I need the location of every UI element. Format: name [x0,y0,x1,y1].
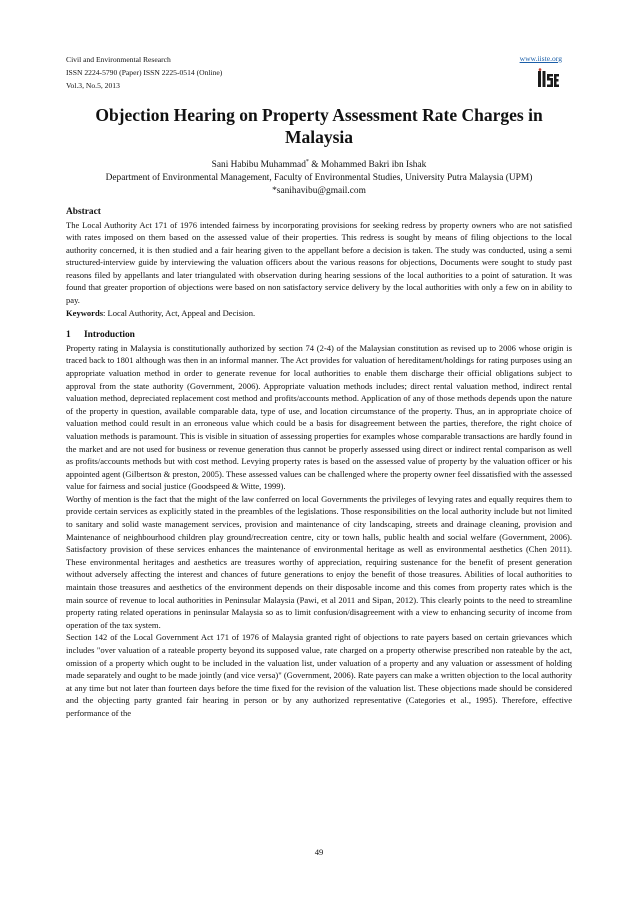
journal-volume: Vol.3, No.5, 2013 [66,81,120,90]
author-block [66,156,572,198]
paper-body [66,206,572,720]
author-affiliation: Department of Environmental Management, Faculty of Environmental Studies, University Putra Malaysia (UPM) [105,173,533,184]
author-email: *sanihavibu@gmail.com [272,186,366,197]
abstract-text: The Local Authority Act 171 of 1976 intended fairness by incorporating provisions for seeking redress by property owners who are not satisfied with rates imposed on them based on the assessed value of their properties. This redress is sought by means of filing objections to the local authority concerned, it is then studied and a fair hearing given to the appellant before a decision is taken. The study was conducted, using a semi structured-interview guide by interviewing the valuation officers about the various reasons for objections, Documents were sought to study past reasons filed by appellants and later triangulated with observation during hearing sessions of the local authorities to a point of saturation. It was found that greater proportion of objections were based on non satisfactory service delivery by the local authorities with only a few on in ability to pay. [66,219,572,306]
section-title: Introduction [84,330,135,341]
journal-name: Civil and Environmental Research [66,55,171,64]
keywords-text: : Local Authority, Act, Appeal and Decision. [103,307,256,318]
abstract-heading: Abstract [66,207,101,217]
keywords-label: Keywords [66,307,104,318]
section-number: 1 [66,330,71,341]
author-1: Sani Habibu Muhammad [211,160,306,171]
journal-issn: ISSN 2224-5790 (Paper) ISSN 2225-0514 (Online) [66,68,223,77]
journal-header [66,54,562,92]
intro-paragraph-2: Worthy of mention is the fact that the might of the law conferred on local Governments the privileges of levying rates and equally requires them to provide certain services as explicitly stated in the preambles of the legislations. Those responsibilities on the local authority include but not limited to sanitary and solid waste management services, provision and maintenance of city landscaping, streets and drainage cleaning, provision and Maintenance of neighbourhood children play ground/recreation centre, city or town halls, public health and social welfare (Government, 2006). Satisfactory provision of these services enhances the maintenance of environmental heritage as well as environmental aesthetics (Chen 2011). These environmental heritages and aesthetics are treasures worthy of appreciation, requiring sustenance for the benefit of present generation without adversely affecting the interest and chances of future generations to enjoy the benefit of those treasures. Abilities of local authorities to maintain those treasures and aesthetics of the environment depends on their disposable income and this comes from property rates which is the main source of revenue to local authorities in Peninsular Malaysia (Pawi, et al 2011 and Sipan, 2012). This clearly points to the need to streamline property rating related operations in peninsular Malaysia so as to limit confusion/disagreement with a view to enhancing security of income from operation of the tax system. [66,493,572,630]
author-names [66,156,572,172]
intro-paragraph-1: Property rating in Malaysia is constitutionally authorized by section 74 (2-4) of the Malaysian constitution as revised up to 2006 whose origin is traced back to 1801 although was then in an informal manner. The Act provides for valuation of hereditament/holdings for rating purposes using an appropriate valuation method in order to generate revenue for local authorities to enable them discharge their official obligations subject to approval from the state authority (Government, 2006). Appropriate valuation methods includes; direct rental valuation method, indirect rental valuation method, depreciated replacement cost method and profits/accounts method. Application of any of those methods depends upon the nature of the property in question, available comparable data, type of use, and location circumstance of the property. Thus, an in appropriate choice of valuation method could result in an erroneous value which could be a basis for disagreement between the parties, therefore, the right choice of valuation methods is paramount. This is visible in situation of assessing properties for examples whose comparable transactions are hardly found in the market and are not used for business or revenue generation thus cannot be properly assessed using direct or indirect rental comparison as well as profits/accounts methods but with cost method. Levying property rates is based on the assessed value of property by the valuation officer or his appointed agent (Gilbertson & preston, 2005). These assessed values can be challenged where the property owner feel dissatisfied with the assessed value for fairness and social justice (Goodspeed & Witte, 1999). [66,342,572,492]
page-number: 49 [314,847,324,857]
keywords-line [66,307,572,320]
iiste-logo-icon [536,68,560,90]
paper-title: Objection Hearing on Property Assessment Rate Charges in Malaysia [95,105,543,147]
author-2: & Mohammed Bakri ibn Ishak [308,160,427,171]
section-heading [66,329,572,342]
intro-paragraph-3: Section 142 of the Local Government Act 171 of 1976 of Malaysia granted right of objections to rate payers based on certain grievances which includes "over valuation of a rateable property beyond its supposed value, rate charged on a property otherwise prescribed non rateable by the act, omission of a property which ought to be included in the valuation list, under valuation of a property and any valuation or assessment of holding made separately and ought to be made jointly (and vice versa)" (Government, 2006). Rate payers can make a written objection to the local authority at any time but not later than fourteen days before the time fixed for the revision of the valuation list. These objections made should be considered and the objecting party granted fair hearing in person or by any authorized representative (Categories et al., 1995). Therefore, effective performance of the [66,632,572,718]
author-mark: * [305,159,309,165]
journal-url-link[interactable]: www.iiste.org [519,54,562,63]
